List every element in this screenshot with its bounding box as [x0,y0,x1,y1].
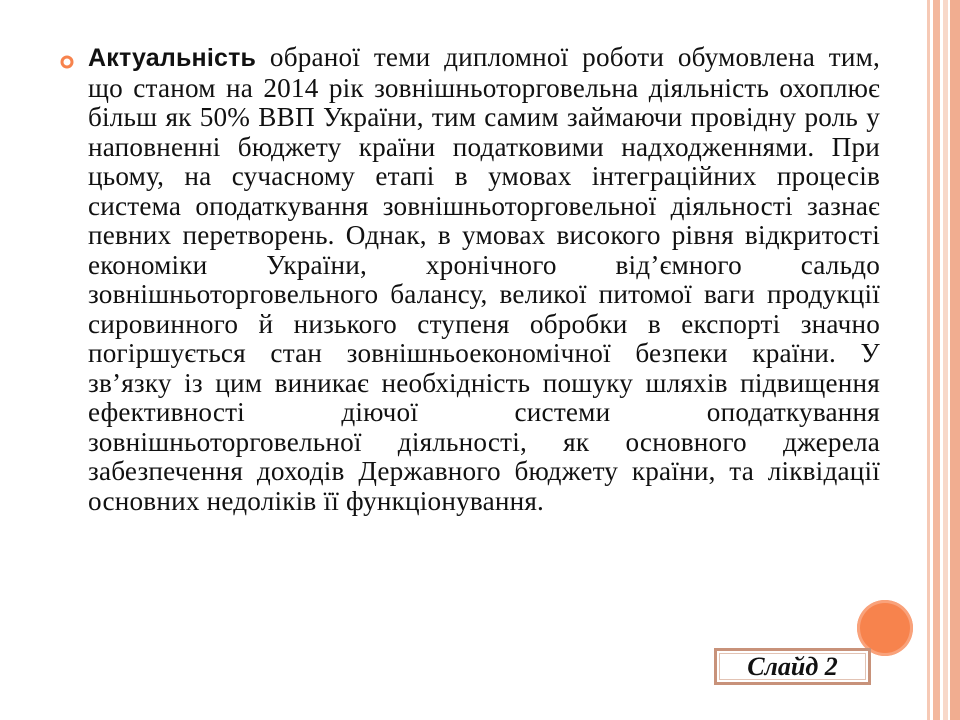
stripe [943,0,948,720]
ring-bullet-icon [60,55,80,74]
stripe [950,0,960,720]
bullet-body: обраної теми дипломної роботи обумовлена тим, що станом на 2014 рік зовнішньоторговельна діяльність охоплює більш як 50% ВВП України, тим самим займаючи провідну роль у наповненні бюджету країни податковими надходженнями. При цьому, на сучасному етапі в умовах інтеграційних процесів система оподаткування зовнішньоторговельної діяльності зазнає певних перетворень. Однак, в умовах високого рівня відкритості економіки України, хронічного від’ємного сальдо зовнішньоторговельного балансу, великої питомої ваги продукції сировинного й низького ступеня обробки в експорті значно погіршується стан зовнішньоекономічної безпеки країни. У зв’язку із цим виникає необхідність пошуку шляхів підвищення ефективності діючої системи оподаткування зовнішньоторговельної діяльності, як основного джерела забезпечення доходів Державного бюджету країни, та ліквідації основних недоліків її функціонування. [88,42,880,516]
decorative-stripes [924,0,960,720]
bullet-text [88,43,880,516]
stripe [933,0,940,720]
stripe [927,0,930,720]
bullet-lead: Актуальність [88,44,257,72]
slide-number-label [714,648,871,685]
slide-content [60,43,880,516]
slide-number-text: Слайд 2 [747,651,838,681]
bullet-item [60,43,880,516]
